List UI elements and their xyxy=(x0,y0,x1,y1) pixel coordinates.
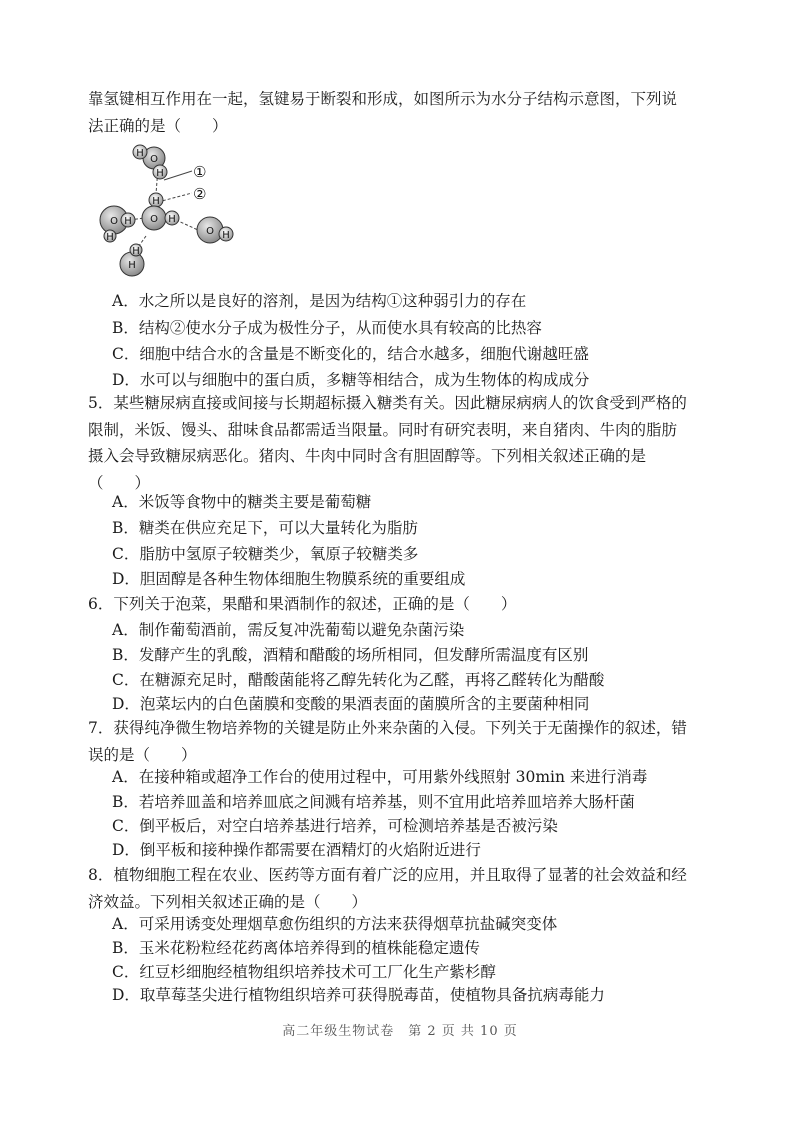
q6-option-b: B．发酵产生的乳酸，酒精和醋酸的场所相同，但发酵所需温度有区别 xyxy=(112,646,589,664)
q6-option-d: D．泡菜坛内的白色菌膜和变酸的果酒表面的菌膜所含的主要菌种相同 xyxy=(112,695,590,713)
water-molecule-svg xyxy=(88,138,248,286)
q8-option-a: A．可采用诱变处理烟草愈伤组织的方法来获得烟草抗盐碱突变体 xyxy=(112,915,558,933)
atom-label: H xyxy=(156,168,164,179)
question-6-stem xyxy=(88,591,718,618)
atom-label: O xyxy=(150,214,158,225)
atom-label: H xyxy=(106,232,114,243)
q8-option-c: C．红豆杉细胞经植物组织培养技术可工厂化生产紫杉醇 xyxy=(112,963,496,981)
question-7-stem xyxy=(88,715,718,768)
q5-option-b: B．糖类在供应充足下，可以大量转化为脂肪 xyxy=(112,519,418,537)
q7-option-b: B．若培养皿盖和培养皿底之间溅有培养基，则不宜用此培养皿培养大肠杆菌 xyxy=(112,793,635,811)
atom-label: H xyxy=(222,230,230,241)
stem-line: 限制，米饭、馒头、甜味食品都需适当限量。同时有研究表明，来自猪肉、牛肉的脂肪 xyxy=(88,420,678,439)
q4-option-a: A．水之所以是良好的溶剂，是因为结构①这种弱引力的存在 xyxy=(112,292,527,310)
atom-label: H xyxy=(168,214,176,225)
question-4-stem xyxy=(88,86,718,139)
pointer-line xyxy=(164,171,192,180)
q6-option-a: A．制作葡萄酒前，需反复冲洗葡萄以避免杂菌污染 xyxy=(112,621,465,639)
stem-line: 摄入会导致糖尿病恶化。猪肉、牛肉中同时含有胆固醇等。下列相关叙述正确的是 xyxy=(88,447,647,465)
q7-option-d: D．倒平板和接种操作都需要在酒精灯的火焰附近进行 xyxy=(112,841,481,859)
atom-label: H xyxy=(128,260,136,271)
q4-option-b: B．结构②使水分子成为极性分子，从而使水具有较高的比热容 xyxy=(112,319,542,337)
q8-option-d: D．取草莓茎尖进行植物组织培养可获得脱毒苗，使植物具备抗病毒能力 xyxy=(112,986,605,1004)
q7-option-c: C．倒平板后，对空白培养基进行培养，可检测培养基是否被污染 xyxy=(112,817,558,835)
stem-line: 济效益。下列相关叙述正确的是（ ） xyxy=(88,892,368,911)
atom-label: O xyxy=(110,216,118,227)
stem-line: 8．植物细胞工程在农业、医药等方面有着广泛的应用，并且取得了显著的社会效益和经 xyxy=(88,866,687,884)
atom-label: H xyxy=(124,216,132,227)
structure-label-1: ① xyxy=(193,163,207,181)
page-footer: 高二年级生物试卷 第 2 页 共 10 页 xyxy=(282,1024,518,1039)
stem-line: 5．某些糖尿病直接或间接与长期超标摄入糖类有关。因此糖尿病病人的饮食受到严格的 xyxy=(88,394,687,412)
q8-option-b: B．玉米花粉粒经花药离体培养得到的植株能稳定遗传 xyxy=(112,939,480,957)
atom-label: H xyxy=(132,246,140,257)
structure-label-2: ② xyxy=(193,185,207,203)
atom-label: O xyxy=(206,226,214,237)
water-molecule-diagram xyxy=(88,138,248,286)
q5-option-c: C．脂肪中氢原子较糖类少，氧原子较糖类多 xyxy=(112,545,419,563)
q7-option-a: A．在接种箱或超净工作台的使用过程中，可用紫外线照射 30min 来进行消毒 xyxy=(112,768,648,786)
q5-option-d: D．胆固醇是各种生物体细胞生物膜系统的重要组成 xyxy=(112,570,466,588)
question-8-stem xyxy=(88,862,718,915)
atom-label: O xyxy=(150,154,158,165)
stem-line: 靠氢键相互作用在一起，氢键易于断裂和形成，如图所示为水分子结构示意图，下列说 xyxy=(88,90,678,108)
q4-option-c: C．细胞中结合水的含量是不断变化的，结合水越多，细胞代谢越旺盛 xyxy=(112,345,589,363)
question-5-stem xyxy=(88,390,718,496)
q5-option-a: A．米饭等食物中的糖类主要是葡萄糖 xyxy=(112,493,372,511)
atom-label: H xyxy=(136,148,144,159)
q6-option-c: C．在糖源充足时，醋酸菌能将乙醇先转化为乙醛，再将乙醛转化为醋酸 xyxy=(112,671,605,689)
hydrogen-bond xyxy=(176,220,198,230)
stem-line: 误的是（ ） xyxy=(88,745,197,764)
stem-line: 法正确的是（ ） xyxy=(88,116,228,135)
atom-label: H xyxy=(152,196,160,207)
stem-line: （ ） xyxy=(88,473,151,492)
stem-line: 7．获得纯净微生物培养物的关键是防止外来杂菌的入侵。下列关于无菌操作的叙述，错 xyxy=(88,719,687,737)
stem-line: 6．下列关于泡菜，果醋和果酒制作的叙述，正确的是（ ） xyxy=(88,595,517,613)
q4-option-d: D．水可以与细胞中的蛋白质，多糖等相结合，成为生物体的构成成分 xyxy=(112,371,590,389)
